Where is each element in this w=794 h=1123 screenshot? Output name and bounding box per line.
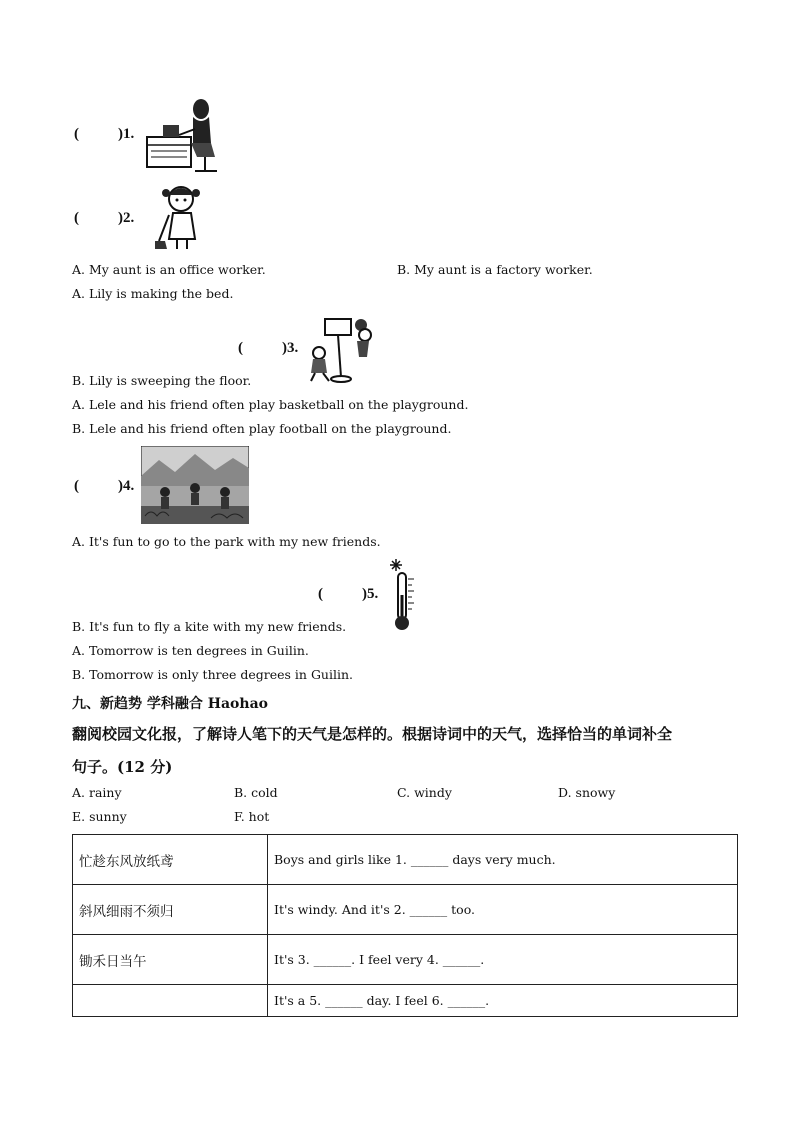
question-5-option-b: B. Tomorrow is only three degrees in Guilin. [72,667,353,682]
word-choice-a: A. rainy [72,785,122,800]
table-row [73,935,738,985]
question-5-marker [318,586,378,603]
open-paren: ( [318,586,323,602]
basketball-picture [305,311,377,383]
question-number: )3. [282,340,299,356]
question-3-option-b: B. Lele and his friend often play football on the playground. [72,421,452,436]
poem-cell: 斜风细雨不须归 [73,885,268,935]
open-paren: ( [74,210,79,226]
sentence-cell: It's a 5. ______ day. I feel 6. ______. [268,985,738,1017]
question-1-option-a: A. My aunt is an office worker. [72,262,266,277]
table-row [73,885,738,935]
poem-cell: 忙趁东风放纸鸢 [73,835,268,885]
question-1-option-b: B. My aunt is a factory worker. [397,262,593,277]
table-row [73,985,738,1017]
poem-cell [73,985,268,1017]
question-4-option-a: A. It's fun to go to the park with my new friends. [72,534,381,549]
question-number: )1. [118,126,135,142]
open-paren: ( [74,478,79,494]
question-number: )4. [118,478,135,494]
word-choice-e: E. sunny [72,809,127,824]
thermometer-snowflake-picture [386,557,422,633]
question-5-option-a: A. Tomorrow is ten degrees in Guilin. [72,643,309,658]
question-number: )5. [362,586,379,602]
office-worker-picture [145,95,225,175]
girl-sweeping-picture [155,183,211,253]
word-choice-d: D. snowy [558,785,616,800]
word-choice-c: C. windy [397,785,452,800]
question-4-option-b: B. It's fun to fly a kite with my new friends. [72,619,347,634]
question-4-marker [74,478,134,495]
question-2-marker [74,210,134,227]
question-3-marker [238,340,298,357]
sentence-cell: It's windy. And it's 2. ______ too. [268,885,738,935]
open-paren: ( [238,340,243,356]
question-1-marker [74,126,134,143]
sentence-cell: Boys and girls like 1. ______ days very much. [268,835,738,885]
word-choice-b: B. cold [234,785,278,800]
park-friends-picture [141,446,249,524]
poem-cell: 锄禾日当午 [73,935,268,985]
question-number: )2. [118,210,135,226]
table-row [73,835,738,885]
poem-table [72,834,738,1017]
section-heading: 九、新趋势 学科融合 Haohao [72,696,268,712]
instruction-line-2: 句子。(12 分) [72,758,173,776]
sentence-cell: It's 3. ______. I feel very 4. ______. [268,935,738,985]
question-2-option-a: A. Lily is making the bed. [72,286,234,301]
instruction-line-1: 翻阅校园文化报，了解诗人笔下的天气是怎样的。根据诗词中的天气，选择恰当的单词补全 [72,725,673,743]
question-2-option-b: B. Lily is sweeping the floor. [72,373,252,388]
open-paren: ( [74,126,79,142]
question-3-option-a: A. Lele and his friend often play basketball on the playground. [72,397,469,412]
word-choice-f: F. hot [234,809,270,824]
